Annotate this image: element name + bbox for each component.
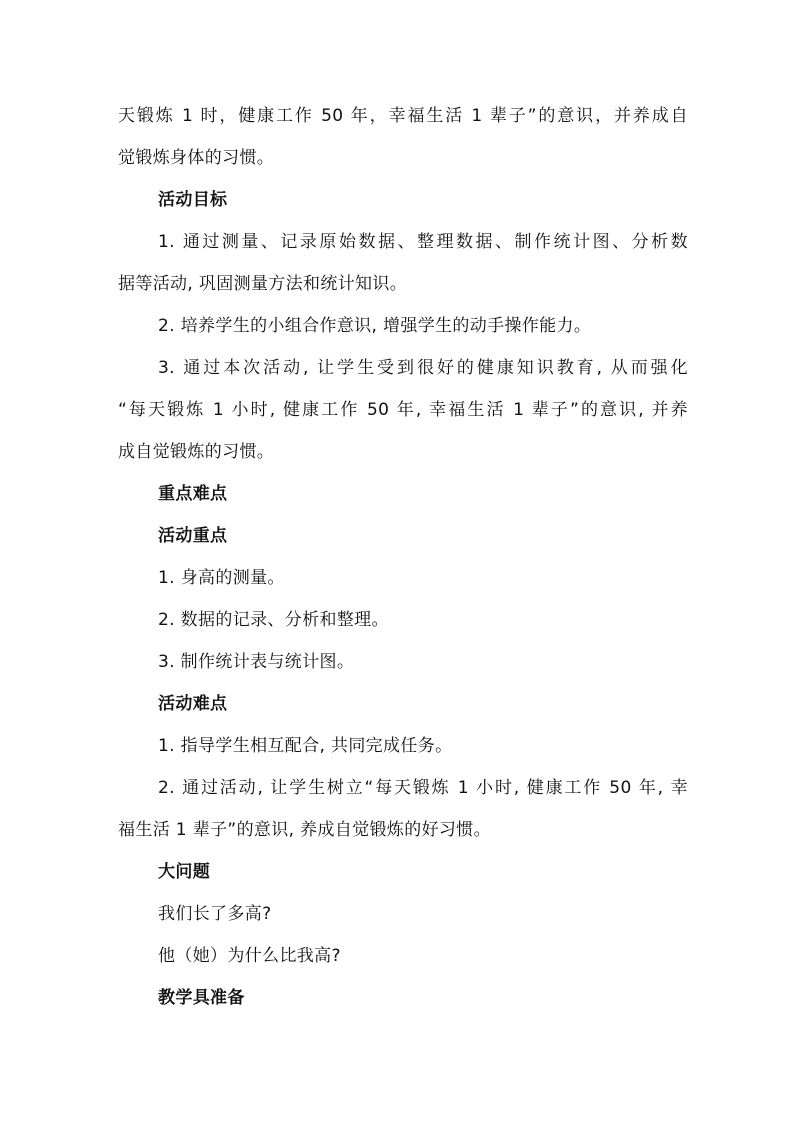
section-heading: 大问题 <box>158 862 211 882</box>
body-text-line: 觉锻炼身体的习惯。 <box>118 148 275 168</box>
list-item-continuation: 据等活动, 巩固测量方法和统计知识。 <box>118 274 408 294</box>
question-line: 我们长了多高? <box>158 904 272 924</box>
section-heading: 活动目标 <box>158 190 228 210</box>
subsection-heading: 活动重点 <box>158 526 228 546</box>
list-item: 1. 指导学生相互配合, 共同完成任务。 <box>158 736 453 756</box>
list-item: 1. 身高的测量。 <box>158 568 285 588</box>
list-item: 3. 通过本次活动, 让学生受到很好的健康知识教育, 从而强化 <box>158 358 688 378</box>
list-item: 3. 制作统计表与统计图。 <box>158 652 355 672</box>
body-text-line: 天锻炼 1 时，健康工作 50 年，幸福生活 1 辈子”的意识，并养成自 <box>118 106 688 126</box>
subsection-heading: 活动难点 <box>158 694 228 714</box>
list-item: 2. 通过活动, 让学生树立“每天锻炼 1 小时, 健康工作 50 年, 幸 <box>158 778 688 798</box>
list-item-continuation: “每天锻炼 1 小时, 健康工作 50 年, 幸福生活 1 辈子”的意识, 并养 <box>118 400 688 420</box>
section-heading: 教学具准备 <box>158 988 245 1008</box>
list-item: 2. 培养学生的小组合作意识, 增强学生的动手操作能力。 <box>158 316 592 336</box>
list-item: 1. 通过测量、记录原始数据、整理数据、制作统计图、分析数 <box>158 232 688 252</box>
question-line: 他（她）为什么比我高? <box>158 946 341 966</box>
list-item: 2. 数据的记录、分析和整理。 <box>158 610 389 630</box>
list-item-continuation: 成自觉锻炼的习惯。 <box>118 442 275 462</box>
section-heading: 重点难点 <box>158 484 228 504</box>
list-item-continuation: 福生活 1 辈子”的意识, 养成自觉锻炼的好习惯。 <box>118 820 491 840</box>
